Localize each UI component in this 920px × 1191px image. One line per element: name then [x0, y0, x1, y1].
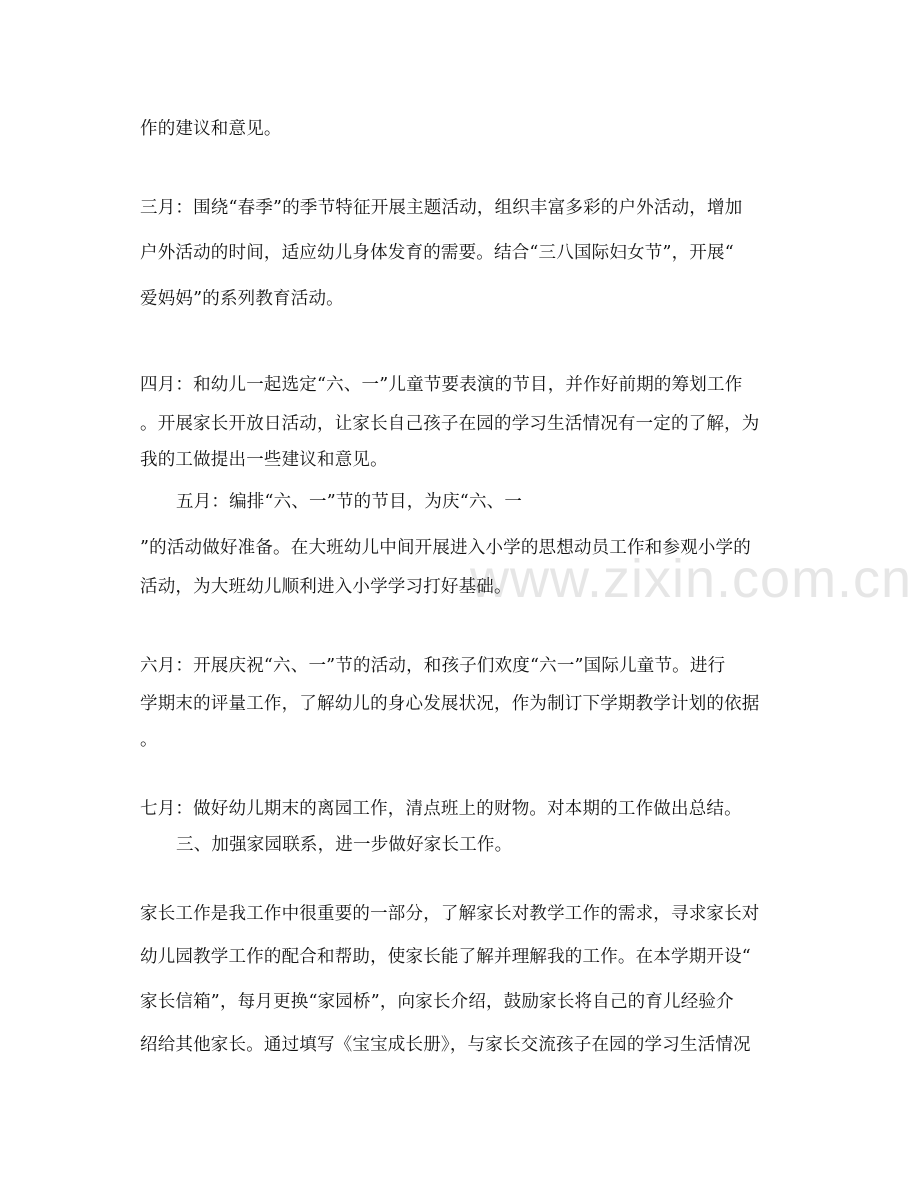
text-line: 四月：和幼儿一起选定“六、一”儿童节要表演的节目，并作好前期的筹划工作	[140, 375, 743, 395]
text-line: 。开展家长开放日活动，让家长自己孩子在园的学习生活情况有一定的了解，为	[140, 414, 760, 434]
text-line: 家长工作是我工作中很重要的一部分，了解家长对教学工作的需求，寻求家长对	[140, 904, 760, 924]
watermark: www.zixin.com.cn	[470, 549, 913, 609]
section-heading: 三、加强家园联系，进一步做好家长工作。	[176, 835, 513, 855]
text-line: 七月：做好幼儿期末的离园工作，清点班上的财物。对本期的工作做出总结。	[140, 799, 742, 819]
text-line: 作的建议和意见。	[140, 119, 282, 139]
text-line: 幼儿园教学工作的配合和帮助，使家长能了解并理解我的工作。在本学期开设“	[140, 947, 751, 967]
text-line: 三月：围绕“春季”的季节特征开展主题活动，组织丰富多彩的户外活动，增加	[140, 198, 743, 218]
text-line: 爱妈妈”的系列教育活动。	[140, 289, 344, 309]
text-line: 户外活动的时间，适应幼儿身体发育的需要。结合“三八国际妇女节”，开展“	[140, 243, 734, 263]
text-line: 五月：编排“六、一”节的节目，为庆“六、一	[176, 492, 523, 512]
text-line: 。	[140, 730, 158, 750]
text-line: ”的活动做好准备。在大班幼儿中间开展进入小学的思想动员工作和参观小学的	[140, 538, 751, 558]
text-line: 学期末的评量工作，了解幼儿的身心发展状况，作为制订下学期教学计划的依据	[140, 694, 760, 714]
text-line: 我的工做提出一些建议和意见。	[140, 450, 388, 470]
text-line: 六月：开展庆祝“六、一”节的活动，和孩子们欢度“六一”国际儿童节。进行	[140, 656, 726, 676]
text-line: 绍给其他家长。通过填写《宝宝成长册》，与家长交流孩子在园的学习生活情况	[140, 1035, 751, 1055]
text-line: 家长信箱”，每月更换“家园桥”，向家长介绍，鼓励家长将自己的育儿经验介	[140, 992, 734, 1012]
text-line: 活动，为大班幼儿顺利进入小学学习打好基础。	[140, 577, 512, 597]
